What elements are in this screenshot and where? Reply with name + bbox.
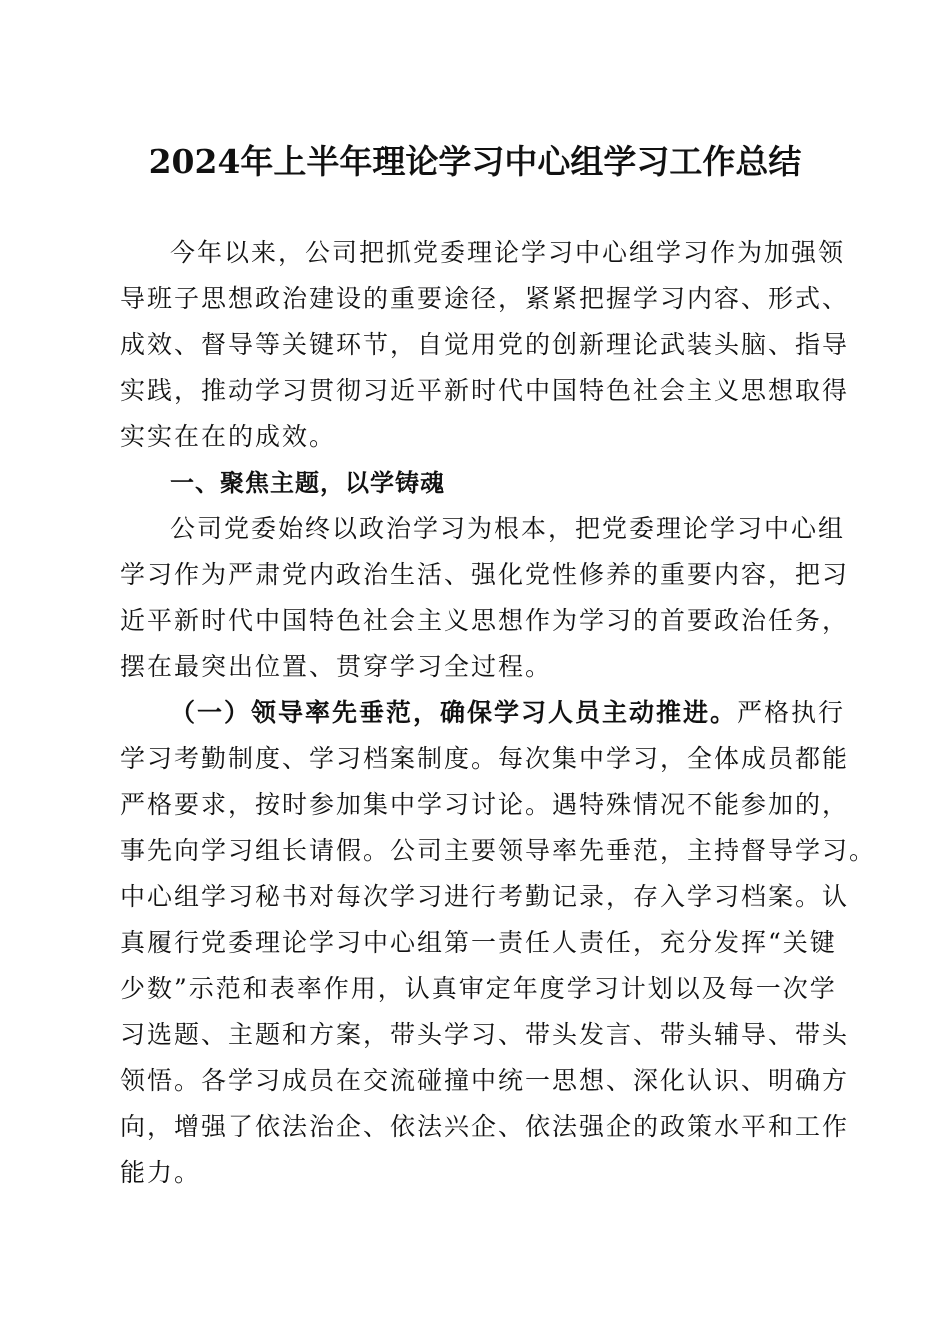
- intro-line: 今年以来，公司把抓党委理论学习中心组学习作为加强领: [170, 238, 846, 267]
- subsection-line: 能力。: [120, 1158, 202, 1187]
- subsection-line: 领悟。各学习成员在交流碰撞中统一思想、深化认识、明确方: [120, 1066, 850, 1095]
- section-line: 学习作为严肃党内政治生活、强化党性修养的重要内容，把习: [120, 560, 850, 589]
- subsection-first-rest: 严格执行: [737, 698, 846, 727]
- subsection-line: 真履行党委理论学习中心组第一责任人责任，充分发挥“关键: [120, 928, 837, 957]
- subsection-line: 少数”示范和表率作用，认真审定年度学习计划以及每一次学: [120, 974, 837, 1003]
- subsection-line: 严格要求，按时参加集中学习讨论。遇特殊情况不能参加的，: [120, 790, 850, 819]
- section-heading: 一、聚焦主题，以学铸魂: [170, 469, 445, 497]
- subsection-line: 习选题、主题和方案，带头学习、带头发言、带头辅导、带头: [120, 1020, 850, 1049]
- section-line: 公司党委始终以政治学习为根本，把党委理论学习中心组: [170, 514, 846, 543]
- intro-line: 实践，推动学习贯彻习近平新时代中国特色社会主义思想取得: [120, 376, 850, 405]
- subsection-line: 事先向学习组长请假。公司主要领导率先垂范，主持督导学习。: [120, 836, 877, 865]
- subsection-lead: （一）领导率先垂范，确保学习人员主动推进。: [170, 698, 738, 727]
- document-body: [120, 230, 877, 1196]
- intro-line: 实实在在的成效。: [120, 422, 337, 451]
- subsection-line: 向，增强了依法治企、依法兴企、依法强企的政策水平和工作: [120, 1112, 850, 1141]
- intro-line: 导班子思想政治建设的重要途径，紧紧把握学习内容、形式、: [120, 284, 850, 313]
- intro-line: 成效、督导等关键环节，自觉用党的创新理论武装头脑、指导: [120, 330, 850, 359]
- subsection-line: 中心组学习秘书对每次学习进行考勤记录，存入学习档案。认: [120, 882, 850, 911]
- section-line: 近平新时代中国特色社会主义思想作为学习的首要政治任务，: [120, 606, 850, 635]
- subsection-first-line: [120, 690, 846, 736]
- document-title: 2024年上半年理论学习中心组学习工作总结: [148, 142, 802, 181]
- subsection-line: 学习考勤制度、学习档案制度。每次集中学习，全体成员都能: [120, 744, 850, 773]
- section-line: 摆在最突出位置、贯穿学习全过程。: [120, 652, 553, 681]
